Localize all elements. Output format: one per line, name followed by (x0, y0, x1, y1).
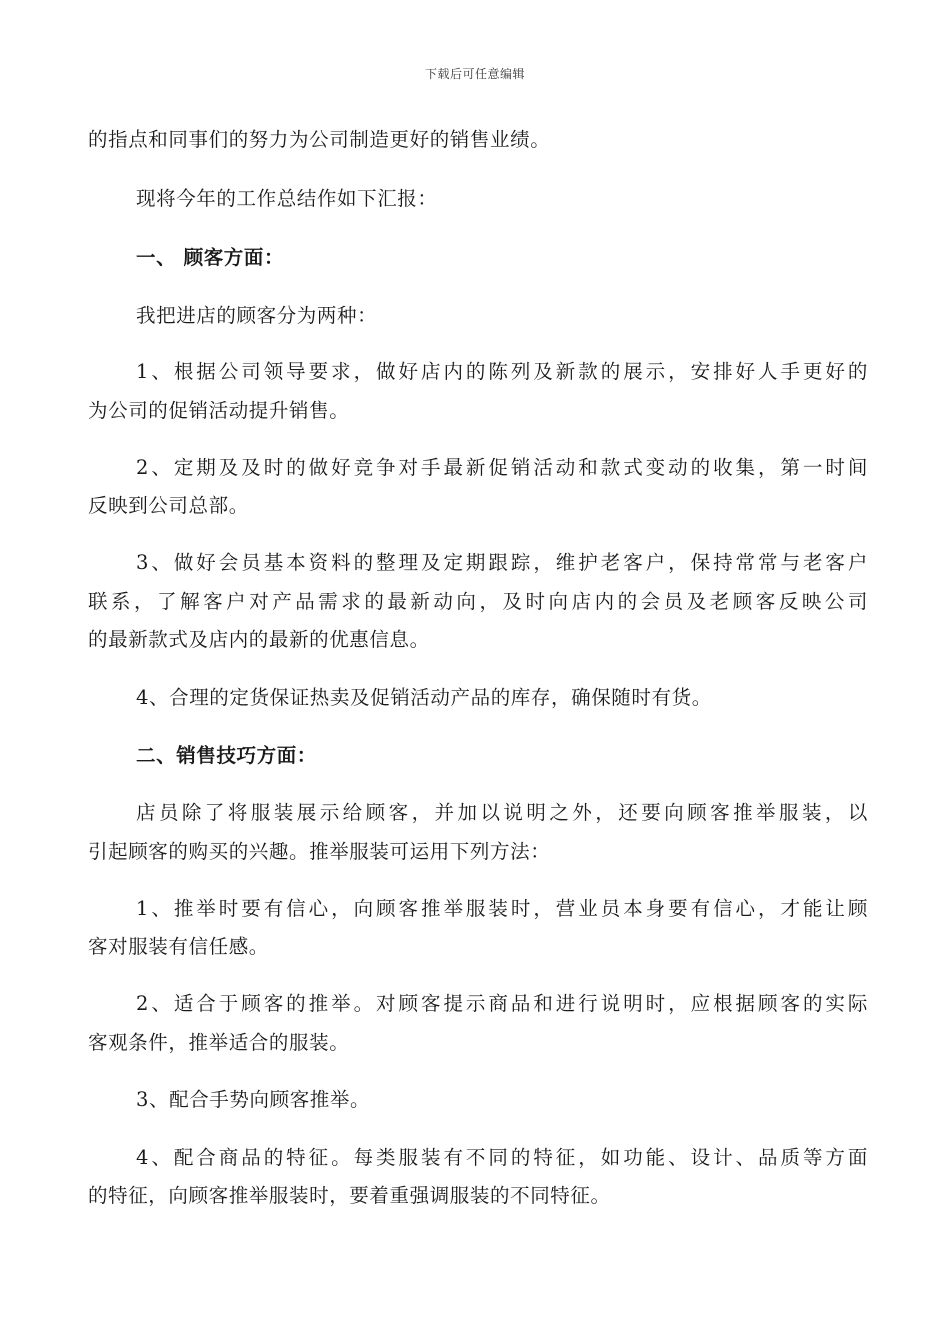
paragraph-line: 现将今年的工作总结作如下汇报： (136, 187, 438, 210)
page-header: 下载后可任意编辑 (424, 67, 525, 81)
paragraph-line: 店员除了将服装展示给顾客，并加以说明之外，还要向顾客推举服装，以 (136, 801, 868, 824)
paragraph-line: 的特征，向顾客推举服装时，要着重强调服装的不同特征。 (88, 1184, 611, 1207)
paragraph-line: 4、合理的定货保证热卖及促销活动产品的库存，确保随时有货。 (136, 686, 712, 709)
paragraph-line: 4、配合商品的特征。每类服装有不同的特征，如功能、设计、品质等方面 (136, 1146, 868, 1169)
paragraph-line: 为公司的促销活动提升销售。 (88, 399, 350, 422)
paragraph-line: 2、适合于顾客的推举。对顾客提示商品和进行说明时，应根据顾客的实际 (136, 992, 868, 1015)
paragraph-line: 联系，了解客户对产品需求的最新动向，及时向店内的会员及老顾客反映公司 (88, 590, 868, 613)
paragraph-line: 3、配合手势向顾客推举。 (136, 1088, 371, 1111)
paragraph-line: 反映到公司总部。 (88, 494, 249, 517)
paragraph-line: 客观条件，推举适合的服装。 (88, 1031, 350, 1054)
paragraph-line: 客对服装有信任感。 (88, 935, 269, 958)
paragraph-line: 3、做好会员基本资料的整理及定期跟踪，维护老客户，保持常常与老客户 (136, 551, 868, 574)
paragraph-line: 我把进店的顾客分为两种： (136, 304, 378, 327)
paragraph-line: 引起顾客的购买的兴趣。推举服装可运用下列方法： (88, 840, 551, 863)
paragraph-line: 1、推举时要有信心，向顾客推举服装时，营业员本身要有信心，才能让顾 (136, 897, 868, 920)
section-heading: 一、 顾客方面： (136, 246, 285, 269)
paragraph-line: 的最新款式及店内的最新的优惠信息。 (88, 628, 430, 651)
paragraph-line: 2、定期及及时的做好竞争对手最新促销活动和款式变动的收集，第一时间 (136, 456, 868, 479)
paragraph-line: 1、根据公司领导要求，做好店内的陈列及新款的展示，安排好人手更好的 (136, 360, 868, 383)
paragraph-line: 的指点和同事们的努力为公司制造更好的销售业绩。 (88, 128, 551, 151)
section-heading: 二、销售技巧方面： (136, 744, 317, 767)
